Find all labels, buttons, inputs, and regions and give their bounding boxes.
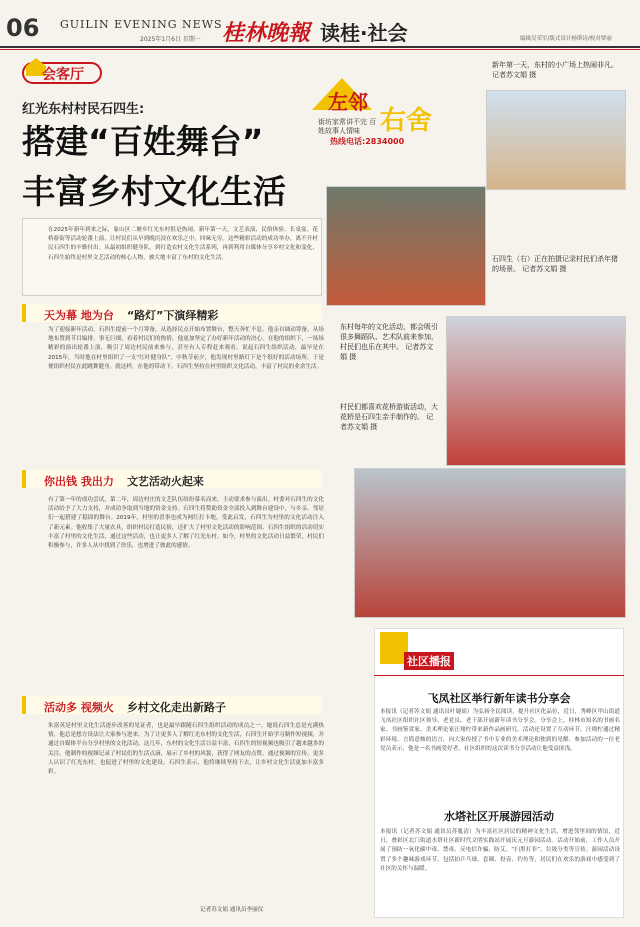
logo-slogan: 街坊家常讲不完 百姓故事人情味	[318, 118, 377, 135]
photo-pig	[326, 186, 486, 306]
photo-square	[486, 90, 626, 190]
section-3-body: 朱富英是村里文化生活逐步改善的见证者，也是最早跟随石四生组织活动的成员之一。她说石四生总是充满热情，他总是想方设法让大家参与进来。为了让更多人了解红光东村的文化生活，石四生开始学习制作短视频，并通过自媒体平台分享村里的文化活动。这几年，东村的文化生活日益丰富，石四生的短视频也吸引了越来越多的关注。他制作的视频记录了村民们的生活点滴，展示了乡村的风貌，获得了网友的点赞。通过视频的宣传，更多人认识了红光东村，也促进了村里的文化建设。石四生表示，他将继续坚持下去，让乡村文化生活更加丰富多彩。	[48, 723, 324, 776]
headline-line2: 丰富乡村文化生活	[22, 172, 286, 211]
photo-1-caption	[492, 60, 622, 80]
photo-sedan	[354, 468, 626, 618]
issue-date: 2025年1月6日 星期一	[140, 36, 201, 43]
photo-3-credit: 记者苏文娟 摄	[340, 343, 434, 361]
editors-credit: 编辑吴荣军/版式设计杨斯诗/校对覃丽	[520, 36, 612, 42]
column-badge-label: 会客厅	[42, 67, 84, 83]
section-title: 读桂·社会	[320, 21, 408, 45]
subhead-2a: 你出钱 我出力	[44, 475, 114, 488]
subhead-3b: 乡村文化走出新路子	[126, 701, 226, 714]
photo-2-credit: 记者苏文娟 摄	[522, 265, 567, 273]
subhead-bar-3	[22, 696, 322, 714]
brand-logo: 桂林晚報	[222, 20, 311, 46]
news-1-title: 飞凤社区举行新年读书分享会	[427, 692, 571, 705]
subhead-3a: 活动多 视频火	[44, 701, 114, 714]
community-badge: 社区播报	[404, 652, 454, 670]
subhead-bar-1	[22, 304, 322, 322]
news-2-body: 本报讯（记者苏文娟 通讯员苏胤清）为丰富社区居民的精神文化生活，增进邻里间的情谊，近日，叠彩区北门街道水塔社区新时代文明实践站开展庆元旦游园活动。活动开始前，工作人员开展了预防一氧化碳中毒、禁毒、反电信诈骗、防艾、“扫黑打非”、垃圾分类等宣传。游园活动设置了多个趣味游戏环节，包括拍乒乓球、套圈、投壶、钓鱼等，居民们在欢乐的游戏中感受到了社区的关怀与温暖。	[380, 829, 620, 872]
header-rule	[0, 46, 640, 48]
kicker: 红光东村村民石四生:	[22, 102, 145, 117]
photo-2-caption	[492, 254, 622, 274]
photo-2-caption-text: 石四生（右）正在拍摄记录村民们杀年猪的场景。	[492, 255, 618, 273]
subhead-2b: 文艺活动火起来	[126, 475, 204, 488]
logo-text-right: 右舍	[380, 106, 433, 136]
subhead-bar-2	[22, 470, 322, 488]
photo-4-caption	[340, 402, 440, 432]
photo-4-caption-text: 村民们都喜欢花桥游街活动，大花轿是石四生亲手制作的。	[340, 403, 438, 421]
news-2-title: 水塔社区开展游园活动	[444, 810, 554, 823]
headline-line1: 搭建“百姓舞台”	[22, 122, 264, 161]
section-1-body: 为了迎接新年活动，石四生提前一个月筹备，从选择民点开始布置舞台，整天奔忙不息。他亲自调动筹备，从场地布置到节目编排，事无巨细。看着村民们的热情，他更加坚定了办好新年活动的决心。在他的组织下，一场场精彩的演出轮番上演，吸引了周边村民前来参与，甚至有人专程赶来观看。说起石四生组织活动，最早是在2015年，当时他在村里组织了一支“红叶健身队”，中秋节前夕，他发现村里路灯下是个很好的活动场所，于是便组织村民在此跳舞健身。就这样，在他的带动下，石四生坚持在村里组织文化活动，丰富了村民的业余生活。	[48, 327, 324, 370]
photo-dance	[446, 316, 626, 466]
photo-1-caption-text: 新年第一天，东村的小广场上热闹非凡。	[492, 61, 618, 69]
section-2-body: 有了第一年的成功尝试，第二年，周边村庄的文艺队伍纷纷慕名而来，主动要求参与演出。村委对石四生的文化活动给予了大力支持，并成功争取到当地的资金支持。石四生将赞助资金全部投入到舞台建设中，与乡亲、邻居们一起搭建了稳固的舞台。2019年，村里的喜事也成为网红打卡地，受此启发，石四生为村里的文化活动注入了新元素。他收集了大量农具，组织村民打造民俗，还扩大了村里文化活动的影响范围。石四生组织的活动切实丰富了村里的文化生活，通过这些活动，也让更多人了解了红光东村。如今，村里的文化活动日益繁荣，村民们积极参与，许多人从中找到了快乐，也增进了彼此的感情。	[48, 497, 324, 550]
lead-paragraph: 在2025年新年到来之际，象山区二塘乡红光东村很是热闹。新年第一天，文艺表演、民俗体验、长桌宴、花桥游街等活动轮番上演，让村民们从早到晚沉浸在欢乐之中，回味无穷。这些精彩活动的成功举办，离不开村民石四生的辛勤付出。从最初组织健身队，到打造农村文化生活系列，再到利用自媒体分享乡村文化和变化，石四生始终是村里文艺活动的核心人物，被大地丰富了东村的文化生活。	[48, 227, 318, 261]
photo-3-caption-text: 东村每年的文化活动，都会吸引很多舞蹈队、艺术队前来参加，村民们也乐在其中。	[340, 323, 438, 351]
community-rule	[374, 675, 624, 676]
photo-1-credit: 记者苏文娟 摄	[492, 71, 537, 79]
photo-4-credit: 记者苏文娟 摄	[340, 413, 434, 431]
logo-text-left: 左邻	[328, 90, 368, 114]
header-rule-accent	[0, 49, 640, 50]
subhead-1b: “路灯”下演绎精彩	[126, 309, 219, 322]
photo-3-caption	[340, 322, 440, 362]
page-number: 06	[6, 14, 40, 42]
article-credit: 记者苏文娟 通讯员李丽仪	[200, 907, 264, 913]
masthead: GUILIN EVENING NEWS	[60, 18, 223, 31]
logo-phone: 热线电话:2834000	[330, 137, 405, 146]
news-1-body: 本报讯（记者苏文娟 通讯员叶婕瑶）为弘扬全民阅读，提升社区化品位，近日，秀峰区甲山街道飞凤社区组织社区领导、老党员、老干部开展新年读书分享会。分享会上，桂林市知名的书画名家、书画鉴赏家、美术理论家汪翔柠带来新作品画研究。活动还设置了互动环节，汪翔柠通过精彩环境、言简意赅的语言，向大家传授了书中专业的美术理论和独到的见解。参加活动的一位老党员表示，他是一名书画爱好者，社区组织的这次读书分享活动让他受益匪浅。	[380, 709, 620, 752]
subhead-1a: 天为幕 地为台	[44, 309, 114, 322]
